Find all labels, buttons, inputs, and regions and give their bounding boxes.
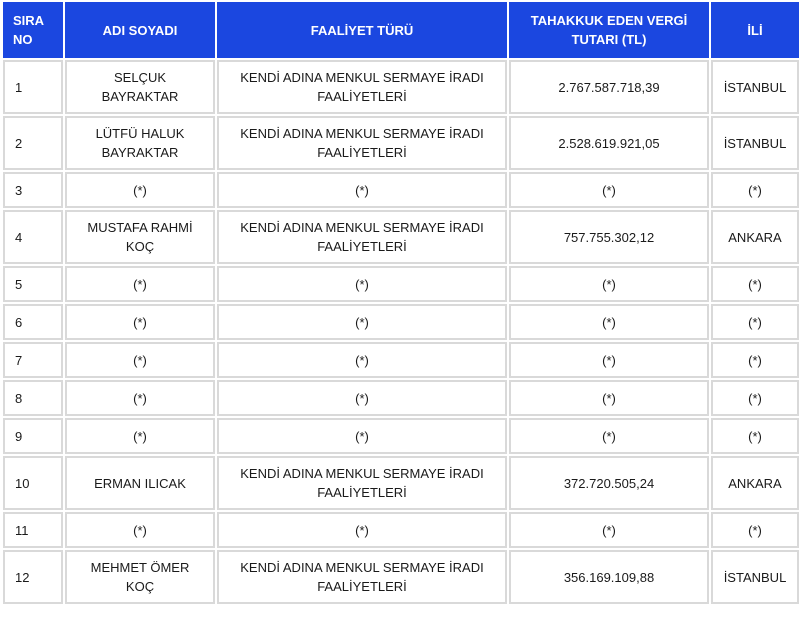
cell-sira-no: 8 <box>3 380 63 416</box>
cell-sira-no: 6 <box>3 304 63 340</box>
table-row <box>3 172 799 208</box>
cell-faaliyet-turu: (*) <box>217 418 507 454</box>
table-row <box>3 304 799 340</box>
cell-ili: (*) <box>711 380 799 416</box>
cell-sira-no: 4 <box>3 210 63 264</box>
table-row <box>3 116 799 170</box>
cell-vergi-tutari: (*) <box>509 172 709 208</box>
cell-faaliyet-turu: (*) <box>217 342 507 378</box>
cell-faaliyet-turu: (*) <box>217 172 507 208</box>
table-row <box>3 550 799 604</box>
cell-ili: İSTANBUL <box>711 550 799 604</box>
cell-vergi-tutari: (*) <box>509 512 709 548</box>
cell-vergi-tutari: 372.720.505,24 <box>509 456 709 510</box>
cell-ili: (*) <box>711 342 799 378</box>
cell-adi-soyadi: SELÇUK BAYRAKTAR <box>65 60 215 114</box>
cell-sira-no: 10 <box>3 456 63 510</box>
cell-faaliyet-turu: KENDİ ADINA MENKUL SERMAYE İRADI FAALİYETLERİ <box>217 210 507 264</box>
cell-sira-no: 2 <box>3 116 63 170</box>
cell-adi-soyadi: (*) <box>65 342 215 378</box>
cell-sira-no: 7 <box>3 342 63 378</box>
cell-vergi-tutari: 2.767.587.718,39 <box>509 60 709 114</box>
cell-vergi-tutari: (*) <box>509 380 709 416</box>
cell-vergi-tutari: (*) <box>509 418 709 454</box>
table-row <box>3 418 799 454</box>
cell-sira-no: 12 <box>3 550 63 604</box>
header-adi-soyadi: ADI SOYADI <box>65 2 215 58</box>
cell-adi-soyadi: (*) <box>65 418 215 454</box>
cell-ili: ANKARA <box>711 210 799 264</box>
cell-faaliyet-turu: (*) <box>217 304 507 340</box>
cell-adi-soyadi: MEHMET ÖMER KOÇ <box>65 550 215 604</box>
taxpayer-table <box>1 0 800 606</box>
cell-adi-soyadi: (*) <box>65 304 215 340</box>
table-row <box>3 512 799 548</box>
header-sira-no: SIRA NO <box>3 2 63 58</box>
table-row <box>3 60 799 114</box>
cell-adi-soyadi: ERMAN ILICAK <box>65 456 215 510</box>
table-header-row <box>3 2 799 58</box>
table-row <box>3 456 799 510</box>
cell-sira-no: 11 <box>3 512 63 548</box>
header-vergi-tutari: TAHAKKUK EDEN VERGİ TUTARI (TL) <box>509 2 709 58</box>
table-row <box>3 210 799 264</box>
cell-ili: İSTANBUL <box>711 116 799 170</box>
cell-faaliyet-turu: (*) <box>217 266 507 302</box>
cell-vergi-tutari: 2.528.619.921,05 <box>509 116 709 170</box>
cell-ili: İSTANBUL <box>711 60 799 114</box>
cell-faaliyet-turu: (*) <box>217 512 507 548</box>
cell-sira-no: 1 <box>3 60 63 114</box>
cell-vergi-tutari: (*) <box>509 266 709 302</box>
cell-ili: (*) <box>711 304 799 340</box>
cell-ili: (*) <box>711 266 799 302</box>
cell-adi-soyadi: MUSTAFA RAHMİ KOÇ <box>65 210 215 264</box>
cell-ili: (*) <box>711 512 799 548</box>
cell-faaliyet-turu: KENDİ ADINA MENKUL SERMAYE İRADI FAALİYETLERİ <box>217 116 507 170</box>
cell-ili: (*) <box>711 172 799 208</box>
header-faaliyet-turu: FAALİYET TÜRÜ <box>217 2 507 58</box>
cell-faaliyet-turu: KENDİ ADINA MENKUL SERMAYE İRADI FAALİYETLERİ <box>217 60 507 114</box>
cell-sira-no: 3 <box>3 172 63 208</box>
cell-vergi-tutari: (*) <box>509 304 709 340</box>
cell-sira-no: 5 <box>3 266 63 302</box>
table-row <box>3 266 799 302</box>
cell-adi-soyadi: (*) <box>65 172 215 208</box>
cell-ili: (*) <box>711 418 799 454</box>
cell-vergi-tutari: 356.169.109,88 <box>509 550 709 604</box>
header-ili: İLİ <box>711 2 799 58</box>
cell-faaliyet-turu: (*) <box>217 380 507 416</box>
cell-adi-soyadi: LÜTFÜ HALUK BAYRAKTAR <box>65 116 215 170</box>
cell-adi-soyadi: (*) <box>65 380 215 416</box>
cell-ili: ANKARA <box>711 456 799 510</box>
cell-adi-soyadi: (*) <box>65 266 215 302</box>
cell-sira-no: 9 <box>3 418 63 454</box>
cell-faaliyet-turu: KENDİ ADINA MENKUL SERMAYE İRADI FAALİYETLERİ <box>217 550 507 604</box>
table-row <box>3 342 799 378</box>
cell-adi-soyadi: (*) <box>65 512 215 548</box>
cell-vergi-tutari: 757.755.302,12 <box>509 210 709 264</box>
cell-vergi-tutari: (*) <box>509 342 709 378</box>
cell-faaliyet-turu: KENDİ ADINA MENKUL SERMAYE İRADI FAALİYETLERİ <box>217 456 507 510</box>
table-row <box>3 380 799 416</box>
